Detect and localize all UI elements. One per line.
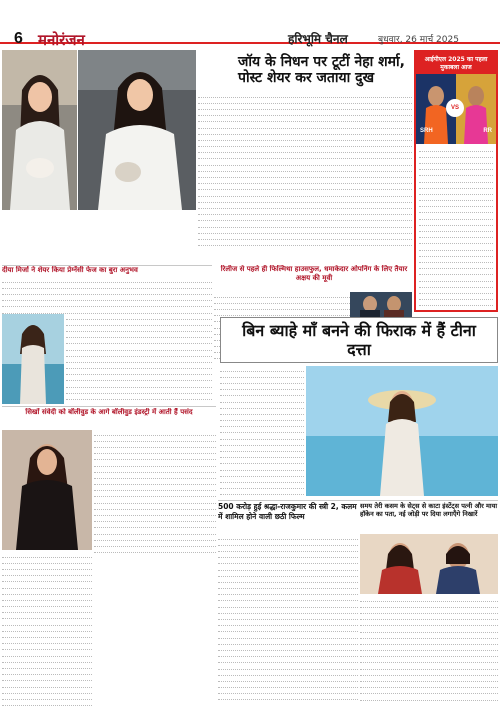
health-headline: समय तेरी कसम के सेट्स से काटा इंस्टेंट्स पत्नी और माया हॉकेन का पता, नई जोड़ी पर दिया लगाएँगे निखारें bbox=[360, 502, 498, 518]
section-title: मनोरंजन bbox=[38, 31, 85, 49]
issue-date: बुधवार, 26 मार्च 2025 bbox=[378, 35, 459, 45]
akshay-photo bbox=[350, 292, 412, 320]
health-photo bbox=[360, 534, 498, 594]
rule-2 bbox=[2, 406, 216, 407]
tina-photo-art bbox=[306, 366, 498, 496]
thriller-headline: रिलीज से पहले ही फिल्मिथा हाउसफुल, धमाकेदार ओपनिंग के लिए तैयार अक्षय की मूवी bbox=[220, 265, 408, 282]
team-right: RR bbox=[483, 128, 492, 134]
page-number: 6 bbox=[14, 30, 23, 47]
masthead bbox=[0, 0, 500, 49]
shiboni-headline: सिखों संवेदी को बॉलीवुड के आगे बॉलीवुड इंडस्ट्री में आती हैं पसंद bbox=[25, 408, 193, 416]
neha-photo-1-art bbox=[2, 50, 77, 210]
shraddha-body bbox=[218, 534, 358, 706]
diya-photo bbox=[2, 314, 64, 404]
neha-headline: जॉय के निधन पर टूटीं नेहा शर्मा, पोस्ट शेयर कर जताया दुख bbox=[238, 54, 405, 86]
neha-photo-1 bbox=[2, 50, 77, 210]
shiboni-body bbox=[94, 430, 216, 706]
diya-body bbox=[2, 277, 212, 314]
paper-name: हरिभूमि चैनल bbox=[288, 32, 348, 46]
tina-headline-box bbox=[220, 317, 498, 363]
health-photo-art bbox=[360, 534, 498, 594]
tina-headline: बिन ब्याहे माँ बनने की फिराक में हैं टीना दत्ता bbox=[242, 321, 476, 359]
sports-box bbox=[414, 50, 498, 312]
health-story bbox=[360, 502, 498, 532]
shiboni-photo bbox=[2, 430, 92, 550]
shraddha-story bbox=[218, 502, 358, 532]
shraddha-headline: 500 करोड़ हुई श्रद्धा-राजकुमार की स्त्री 2, कलम में शामिल होने वाली छठी फिल्म bbox=[218, 502, 357, 521]
sports-body bbox=[416, 144, 496, 312]
akshay-photo-art bbox=[350, 292, 412, 320]
diya-headline: दीया मिर्जा ने शेयर किया प्रेग्नेंसी फेज का बुरा अनुभव bbox=[2, 266, 138, 274]
shiboni-photo-art bbox=[2, 430, 92, 550]
shiboni-story bbox=[2, 408, 216, 430]
shiboni-body-2 bbox=[2, 552, 92, 706]
tina-body bbox=[220, 366, 304, 496]
tina-photo bbox=[306, 366, 498, 496]
diya-continued bbox=[66, 314, 212, 404]
neha-photo-2 bbox=[78, 50, 196, 210]
team-left: SRH bbox=[420, 128, 433, 134]
vs-badge: VS bbox=[446, 99, 464, 117]
health-body bbox=[360, 596, 498, 706]
sports-headline: आईपीएल 2025 का पहला मुकाबला आज bbox=[416, 52, 496, 74]
neha-story bbox=[198, 50, 412, 264]
rule-3 bbox=[218, 500, 498, 501]
sports-banner bbox=[416, 74, 496, 144]
neha-photo-2-art bbox=[78, 50, 196, 210]
diya-photo-art bbox=[2, 314, 64, 404]
diya-story bbox=[2, 266, 212, 314]
neha-body bbox=[198, 90, 412, 246]
